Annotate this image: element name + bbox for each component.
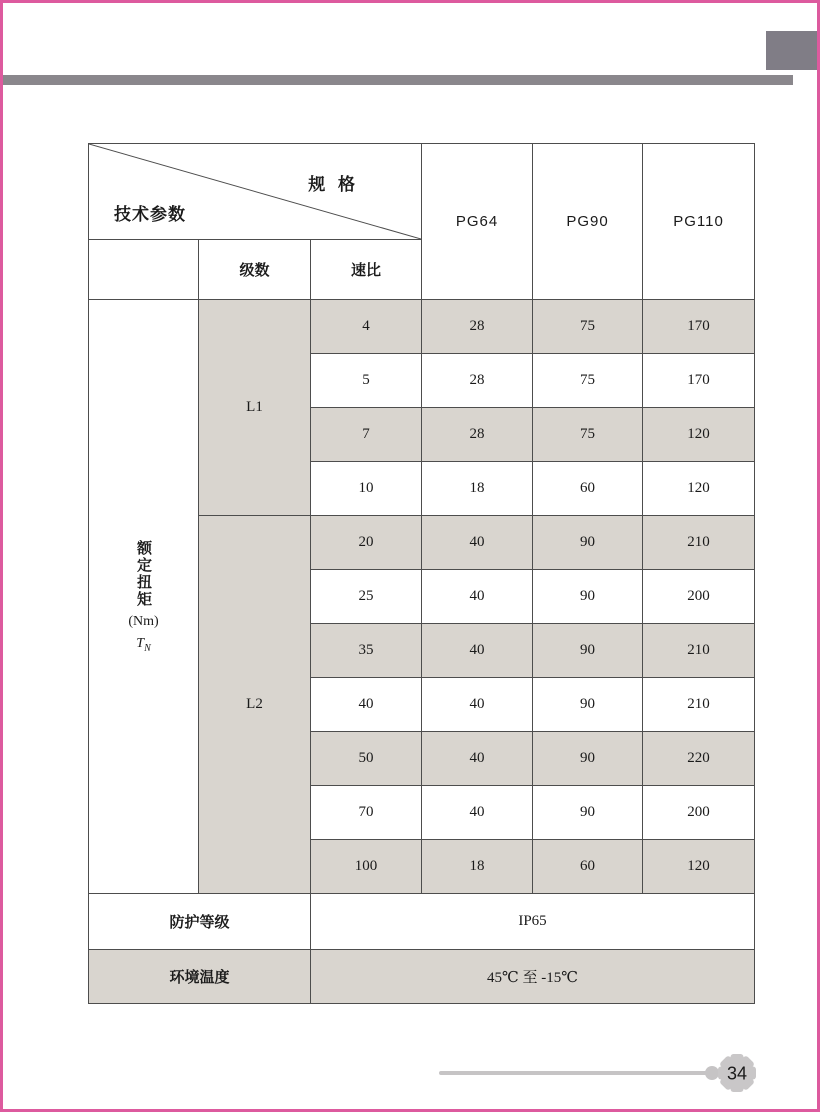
ratio-cell: 5 <box>311 354 422 408</box>
protection-row <box>89 894 755 950</box>
value-cell: 220 <box>643 732 755 786</box>
value-cell: 120 <box>643 462 755 516</box>
value-cell: 40 <box>422 732 533 786</box>
footer-rule-line <box>439 1071 707 1075</box>
ratio-cell: 25 <box>311 570 422 624</box>
ratio-cell: 100 <box>311 840 422 894</box>
empty-header-cell <box>89 240 199 300</box>
ratio-cell: 70 <box>311 786 422 840</box>
value-cell: 60 <box>533 462 643 516</box>
rated-torque-label: 额定扭矩 <box>135 539 152 608</box>
ratio-cell: 40 <box>311 678 422 732</box>
params-header-label: 技术参数 <box>114 205 186 224</box>
value-cell: 170 <box>643 300 755 354</box>
value-cell: 75 <box>533 408 643 462</box>
value-cell: 200 <box>643 570 755 624</box>
value-cell: 18 <box>422 462 533 516</box>
stages-header: 级数 <box>199 240 311 300</box>
ratio-cell: 50 <box>311 732 422 786</box>
value-cell: 90 <box>533 732 643 786</box>
value-cell: 90 <box>533 678 643 732</box>
value-cell: 90 <box>533 516 643 570</box>
value-cell: 60 <box>533 840 643 894</box>
value-cell: 28 <box>422 408 533 462</box>
corner-square <box>766 31 817 70</box>
page-number: 34 <box>726 1063 748 1084</box>
rated-torque-symbol: $T_N$ <box>136 635 151 654</box>
column-header-pg64: PG64 <box>422 144 533 300</box>
rated-torque-label-cell <box>89 300 199 894</box>
value-cell: 75 <box>533 354 643 408</box>
ratio-cell: 20 <box>311 516 422 570</box>
value-cell: 18 <box>422 840 533 894</box>
column-header-pg110: PG110 <box>643 144 755 300</box>
value-cell: 40 <box>422 624 533 678</box>
header-row-1 <box>89 144 755 240</box>
value-cell: 40 <box>422 516 533 570</box>
spec-table <box>88 143 755 1004</box>
ratio-cell: 10 <box>311 462 422 516</box>
value-cell: 40 <box>422 786 533 840</box>
value-cell: 75 <box>533 300 643 354</box>
value-cell: 90 <box>533 786 643 840</box>
protection-label: 防护等级 <box>89 894 311 950</box>
ratio-cell: 35 <box>311 624 422 678</box>
value-cell: 120 <box>643 840 755 894</box>
value-cell: 120 <box>643 408 755 462</box>
value-cell: 28 <box>422 300 533 354</box>
protection-value: IP65 <box>311 894 755 950</box>
column-header-pg90: PG90 <box>533 144 643 300</box>
value-cell: 210 <box>643 678 755 732</box>
spec-header-label: 规 格 <box>308 175 360 194</box>
rated-torque-unit: (Nm) <box>128 613 159 629</box>
value-cell: 90 <box>533 570 643 624</box>
temperature-row <box>89 950 755 1004</box>
value-cell: 210 <box>643 516 755 570</box>
value-cell: 40 <box>422 678 533 732</box>
ratio-cell: 4 <box>311 300 422 354</box>
stage-cell-l1: L1 <box>199 300 311 516</box>
value-cell: 210 <box>643 624 755 678</box>
page-number-gear-icon <box>715 1051 759 1095</box>
diagonal-header-cell <box>89 144 422 240</box>
stage-cell-l2: L2 <box>199 516 311 894</box>
temperature-label: 环境温度 <box>89 950 311 1004</box>
ratio-header: 速比 <box>311 240 422 300</box>
value-cell: 170 <box>643 354 755 408</box>
table-row <box>89 300 755 354</box>
value-cell: 28 <box>422 354 533 408</box>
top-rule <box>3 75 793 85</box>
value-cell: 90 <box>533 624 643 678</box>
temperature-value: 45℃ 至 -15℃ <box>311 950 755 1004</box>
value-cell: 40 <box>422 570 533 624</box>
value-cell: 200 <box>643 786 755 840</box>
ratio-cell: 7 <box>311 408 422 462</box>
